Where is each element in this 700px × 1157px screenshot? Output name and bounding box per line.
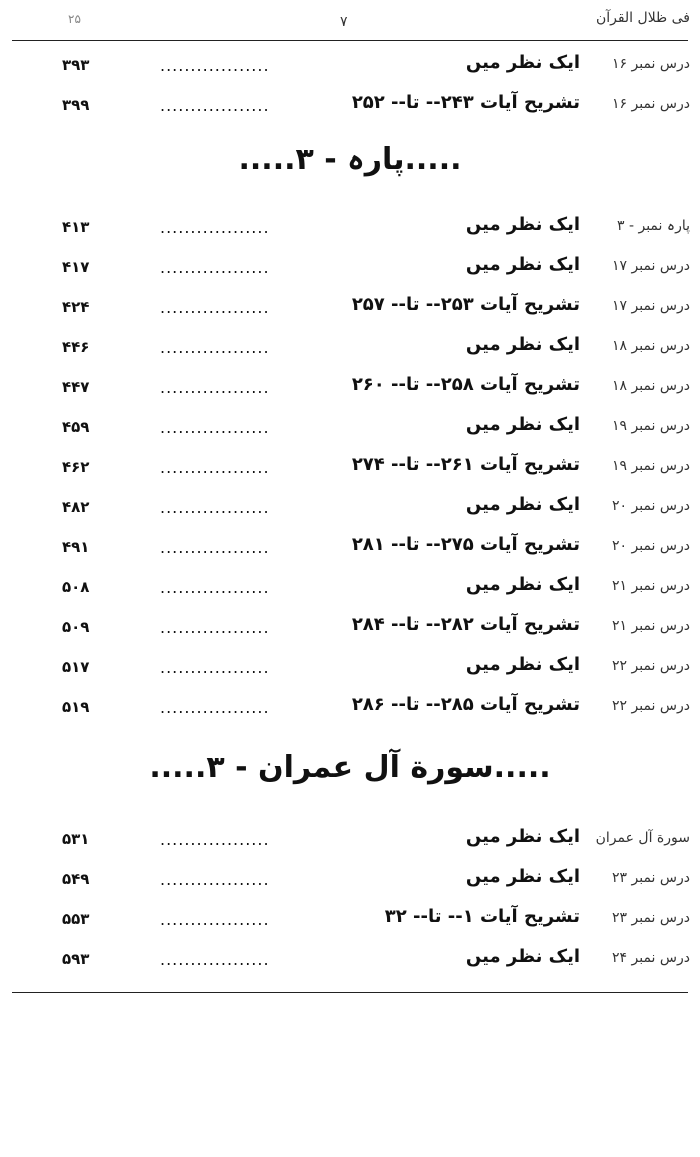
lesson-label: درس نمبر ۱۷ xyxy=(612,298,690,314)
leader-dots: .................. xyxy=(160,338,270,357)
leader-dots: .................. xyxy=(160,950,270,969)
lesson-description: تشریح آیات ۲۷۵-- تا-- ۲۸۱ xyxy=(351,534,580,555)
leader-dots: .................. xyxy=(160,870,270,889)
page-header xyxy=(0,0,700,44)
lesson-description: ایک نظر میں xyxy=(465,334,580,355)
page-ref: ۴۱۳ xyxy=(62,218,90,236)
toc-row xyxy=(0,530,700,570)
page-ref: ۴۱۷ xyxy=(62,258,90,276)
running-title: فی ظلال القرآن xyxy=(595,10,690,26)
page-ref: ۴۹۱ xyxy=(62,538,90,556)
leader-dots: .................. xyxy=(160,56,270,75)
toc-row xyxy=(0,48,700,88)
lesson-label: درس نمبر ۲۴ xyxy=(612,950,690,966)
page-ref: ۵۳۱ xyxy=(62,830,90,848)
lesson-label: درس نمبر ۲۰ xyxy=(612,538,690,554)
lesson-description: ایک نظر میں xyxy=(465,946,580,967)
page-ref: ۵۹۳ xyxy=(62,950,90,968)
toc-row xyxy=(0,570,700,610)
leader-dots: .................. xyxy=(160,618,270,637)
leader-dots: .................. xyxy=(160,830,270,849)
leader-dots: .................. xyxy=(160,658,270,677)
leader-dots: .................. xyxy=(160,698,270,717)
lesson-description: ایک نظر میں xyxy=(465,866,580,887)
page-ref: ۳۹۹ xyxy=(62,96,90,114)
toc-row xyxy=(0,690,700,730)
leader-dots: .................. xyxy=(160,96,270,115)
leader-dots: .................. xyxy=(160,258,270,277)
toc-row xyxy=(0,88,700,128)
page-ref: ۴۸۲ xyxy=(62,498,90,516)
lesson-description: تشریح آیات ۲۸۵-- تا-- ۲۸۶ xyxy=(351,694,580,715)
lesson-label: درس نمبر ۲۰ xyxy=(612,498,690,514)
lesson-description: تشریح آیات ۲۵۸-- تا-- ۲۶۰ xyxy=(351,374,580,395)
lesson-description: ایک نظر میں xyxy=(465,654,580,675)
page-ref: ۴۴۷ xyxy=(62,378,90,396)
leader-dots: .................. xyxy=(160,418,270,437)
lesson-description: ایک نظر میں xyxy=(465,254,580,275)
lesson-label: درس نمبر ۱۷ xyxy=(612,258,690,274)
page-ref: ۳۹۳ xyxy=(62,56,90,74)
lesson-description: تشریح آیات ۲۴۳-- تا-- ۲۵۲ xyxy=(351,92,580,113)
lesson-label: درس نمبر ۱۹ xyxy=(612,458,690,474)
leader-dots: .................. xyxy=(160,218,270,237)
lesson-label: درس نمبر ۱۸ xyxy=(612,338,690,354)
page-ref: ۴۵۹ xyxy=(62,418,90,436)
toc-row xyxy=(0,490,700,530)
lesson-label: درس نمبر ۲۲ xyxy=(612,698,690,714)
lesson-description: ایک نظر میں xyxy=(465,52,580,73)
lesson-description: تشریح آیات ۲۶۱-- تا-- ۲۷۴ xyxy=(351,454,580,475)
lesson-description: ایک نظر میں xyxy=(465,494,580,515)
lesson-description: ایک نظر میں xyxy=(465,414,580,435)
footer-rule xyxy=(12,992,688,993)
lesson-label: درس نمبر ۱۹ xyxy=(612,418,690,434)
toc-row xyxy=(0,942,700,982)
leader-dots: .................. xyxy=(160,578,270,597)
section-heading-para: .....پارہ - ۳..... xyxy=(238,142,462,177)
toc-row xyxy=(0,410,700,450)
leader-dots: .................. xyxy=(160,378,270,397)
page-ref: ۵۴۹ xyxy=(62,870,90,888)
header-left-mark: ۲۵ xyxy=(68,12,81,26)
lesson-description: ایک نظر میں xyxy=(465,574,580,595)
lesson-description: ایک نظر میں xyxy=(465,214,580,235)
lesson-label: درس نمبر ۱۶ xyxy=(612,56,690,72)
lesson-label: درس نمبر ۲۱ xyxy=(612,618,690,634)
leader-dots: .................. xyxy=(160,910,270,929)
section-heading-surah: .....سورة آل عمران - ۳..... xyxy=(149,750,551,785)
leader-dots: .................. xyxy=(160,458,270,477)
toc-row xyxy=(0,822,700,862)
page-ref: ۵۰۹ xyxy=(62,618,90,636)
lesson-description: ایک نظر میں xyxy=(465,826,580,847)
lesson-description: تشریح آیات ۲۸۲-- تا-- ۲۸۴ xyxy=(351,614,580,635)
lesson-label: درس نمبر ۱۸ xyxy=(612,378,690,394)
toc-row xyxy=(0,210,700,250)
lesson-label: درس نمبر ۱۶ xyxy=(612,96,690,112)
toc-row xyxy=(0,250,700,290)
page-ref: ۵۱۷ xyxy=(62,658,90,676)
page-ref: ۴۴۶ xyxy=(62,338,90,356)
page-ref: ۴۲۴ xyxy=(62,298,90,316)
toc-row xyxy=(0,650,700,690)
page-ref: ۵۱۹ xyxy=(62,698,90,716)
leader-dots: .................. xyxy=(160,298,270,317)
leader-dots: .................. xyxy=(160,538,270,557)
leader-dots: .................. xyxy=(160,498,270,517)
lesson-label: درس نمبر ۲۱ xyxy=(612,578,690,594)
lesson-label: پارہ نمبر - ۳ xyxy=(617,218,690,234)
page-ref: ۴۶۲ xyxy=(62,458,90,476)
page-ref: ۵۰۸ xyxy=(62,578,90,596)
page-number: ۷ xyxy=(340,14,348,30)
lesson-label: سورة آل عمران xyxy=(595,830,690,846)
toc-row xyxy=(0,610,700,650)
lesson-label: درس نمبر ۲۳ xyxy=(612,870,690,886)
lesson-description: تشریح آیات ۱-- تا-- ۳۲ xyxy=(384,906,580,927)
toc-row xyxy=(0,370,700,410)
toc-row xyxy=(0,862,700,902)
toc-row xyxy=(0,290,700,330)
toc-row xyxy=(0,330,700,370)
lesson-label: درس نمبر ۲۳ xyxy=(612,910,690,926)
lesson-description: تشریح آیات ۲۵۳-- تا-- ۲۵۷ xyxy=(351,294,580,315)
header-rule xyxy=(12,40,688,41)
page-ref: ۵۵۳ xyxy=(62,910,90,928)
toc-row xyxy=(0,902,700,942)
lesson-label: درس نمبر ۲۲ xyxy=(612,658,690,674)
toc-row xyxy=(0,450,700,490)
